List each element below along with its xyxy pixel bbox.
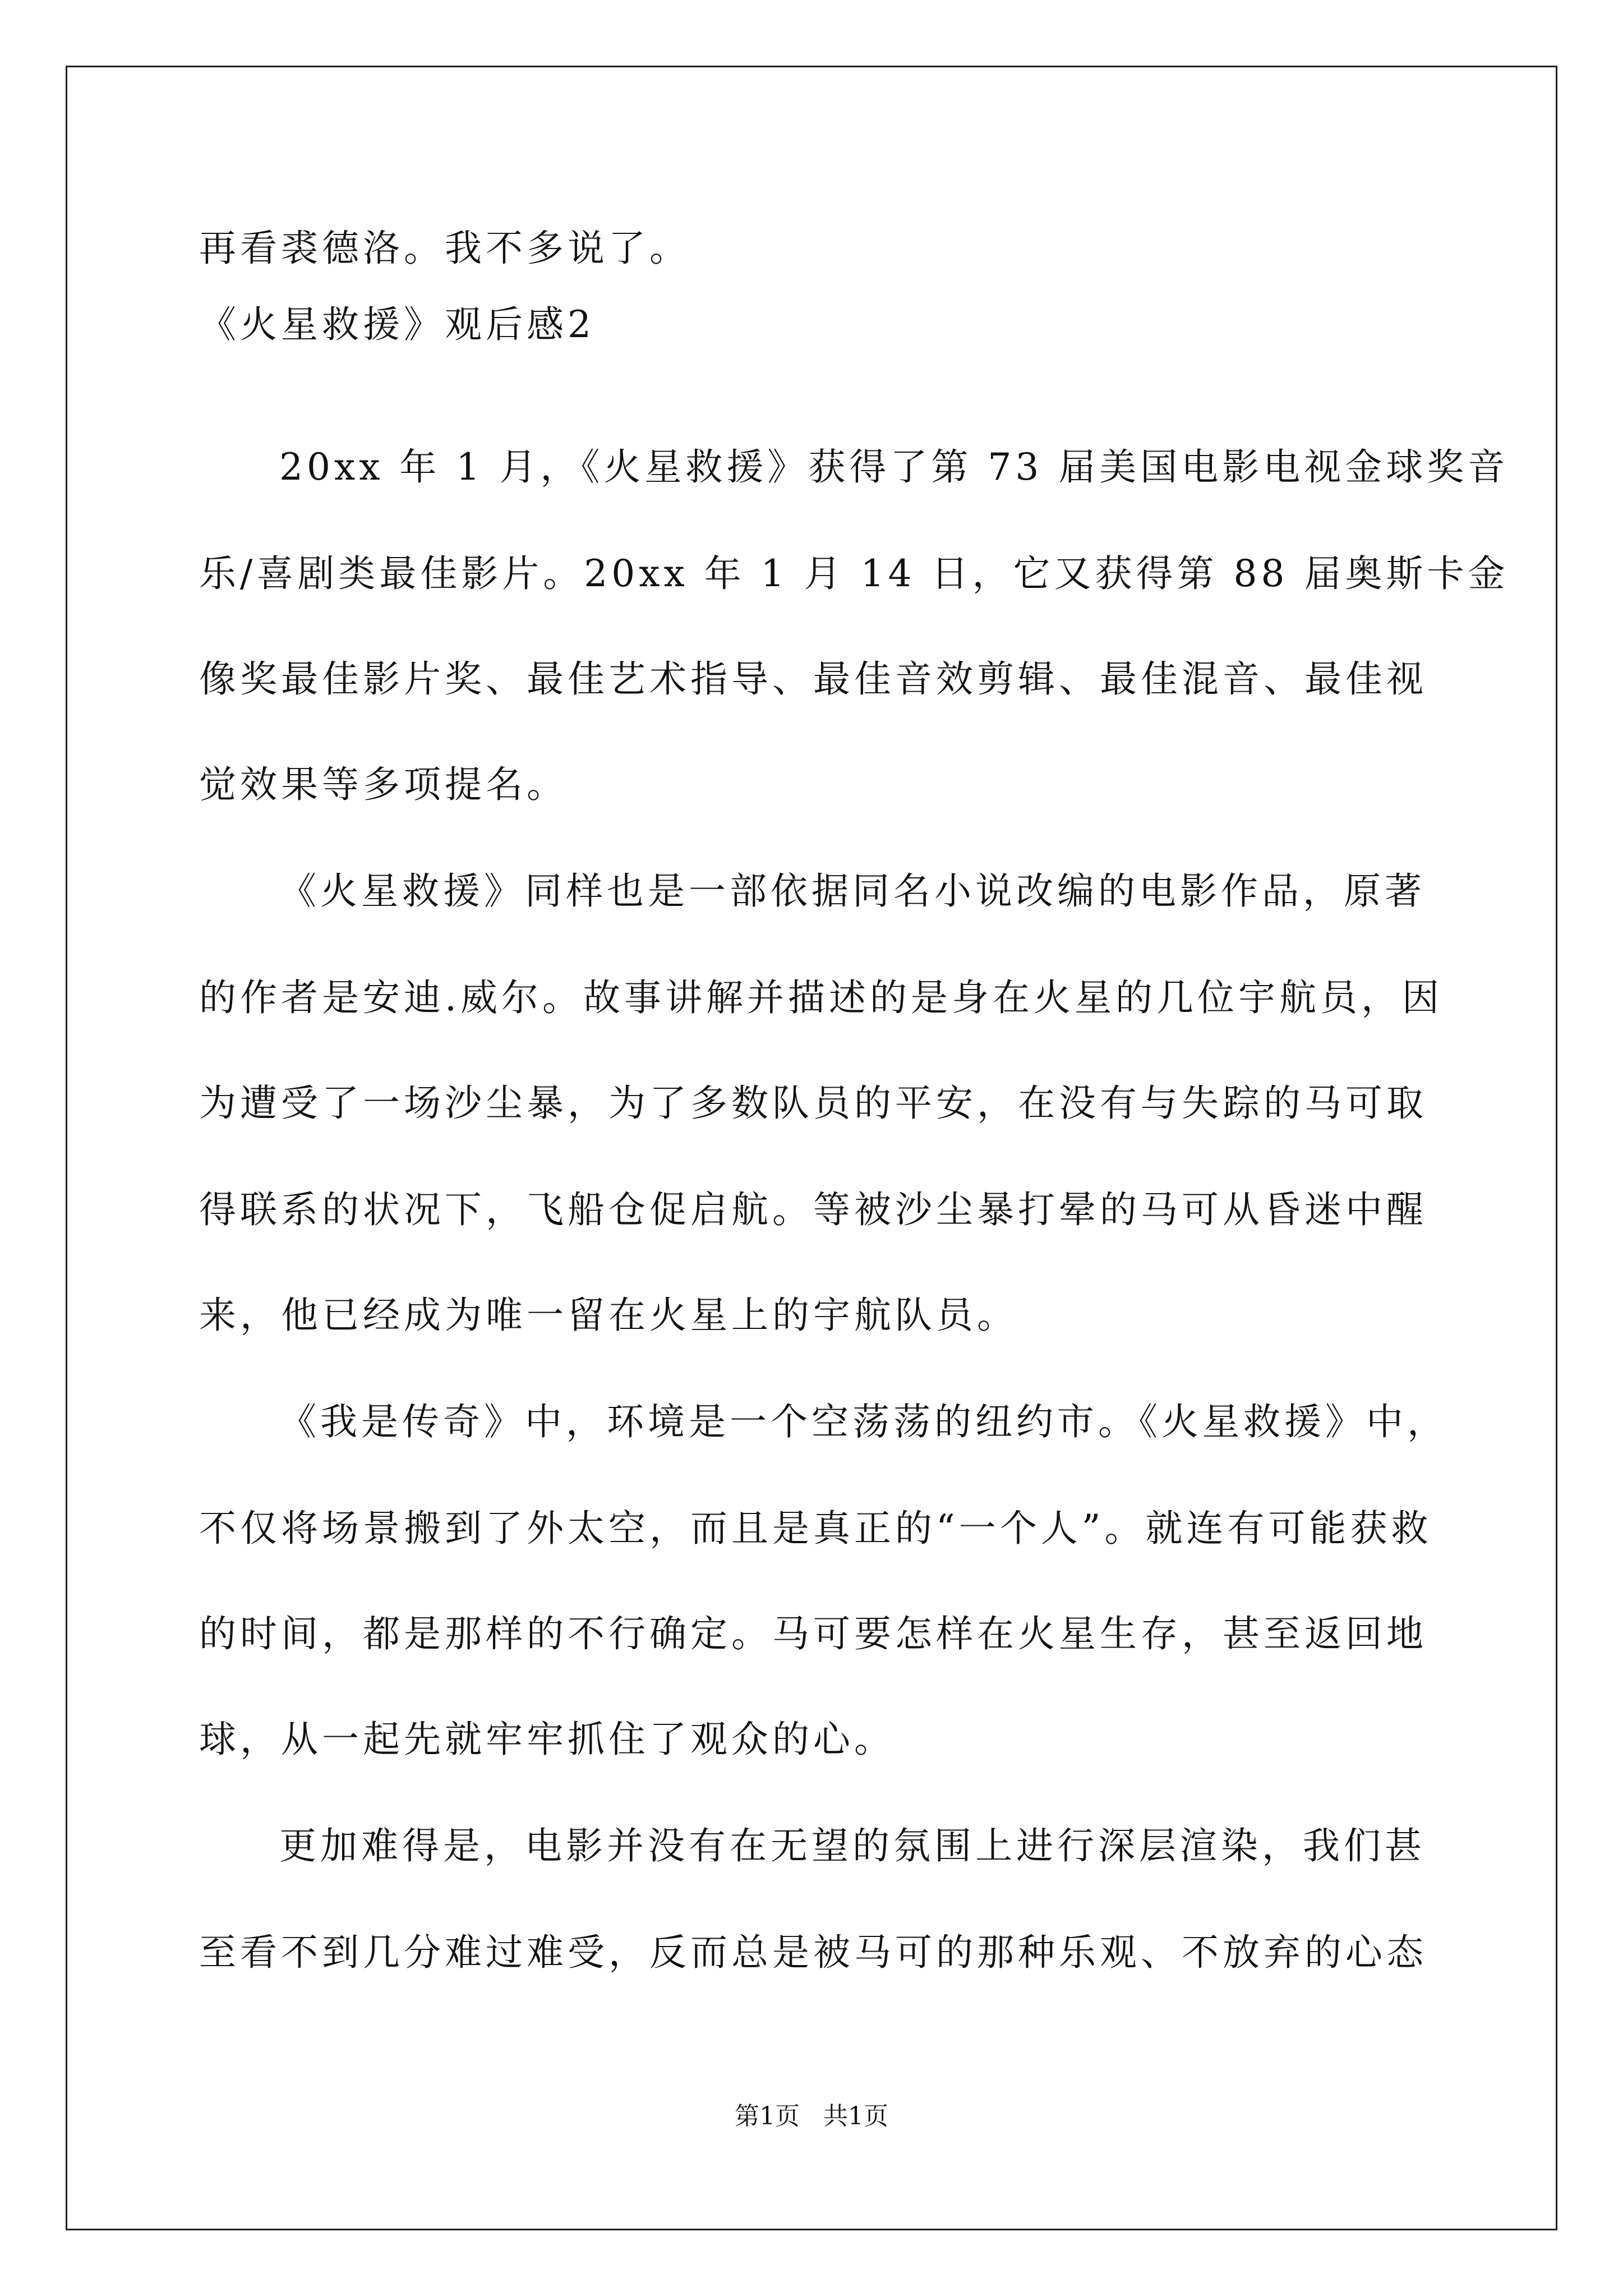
text-line: 不仅将场景搬到了外太空，而且是真正的“一个人”。就连有可能获救: [199, 1507, 1432, 1550]
text-line: 球，从一起先就牢牢抓住了观众的心。: [199, 1718, 895, 1761]
text-line: 20xx 年 1 月，《火星救援》获得了第 73 届美国电影电视金球奖音: [279, 445, 1509, 489]
page-border: [66, 66, 1557, 2230]
text-line: 乐/喜剧类最佳影片。20xx 年 1 月 14 日，它又获得第 88 届奥斯卡金: [199, 552, 1509, 595]
text-line: 为遭受了一场沙尘暴，为了多数队员的平安，在没有与失踪的马可取: [199, 1082, 1427, 1125]
page-footer: 第1页 共1页: [735, 2102, 888, 2131]
text-line: 《我是传奇》中，环境是一个空荡荡的纽约市。《火星救援》中，: [279, 1400, 1448, 1443]
text-line: 像奖最佳影片奖、最佳艺术指导、最佳音效剪辑、最佳混音、最佳视: [199, 657, 1427, 701]
text-line: 来，他已经成为唯一留在火星上的宇航队员。: [199, 1294, 1018, 1337]
text-line: 更加难得是，电影并没有在无望的氛围上进行深层渲染，我们甚: [279, 1824, 1426, 1867]
text-line: 觉效果等多项提名。: [199, 763, 568, 806]
text-line: 的作者是安迪.威尔。故事讲解并描述的是身在火星的几位宇航员，因: [199, 976, 1443, 1019]
text-line: 的时间，都是那样的不行确定。马可要怎样在火星生存，甚至返回地: [199, 1612, 1427, 1655]
text-line: 至看不到几分难过难受，反而总是被马可的那种乐观、不放弃的心态: [199, 1931, 1427, 1974]
text-line: 得联系的状况下，飞船仓促启航。等被沙尘暴打晕的马可从昏迷中醒: [199, 1188, 1427, 1231]
section-heading: 《火星救援》观后感2: [199, 303, 595, 346]
text-line: 再看裘德洛。我不多说了。: [199, 227, 690, 270]
text-line: 《火星救援》同样也是一部依据同名小说改编的电影作品，原著: [279, 869, 1426, 913]
